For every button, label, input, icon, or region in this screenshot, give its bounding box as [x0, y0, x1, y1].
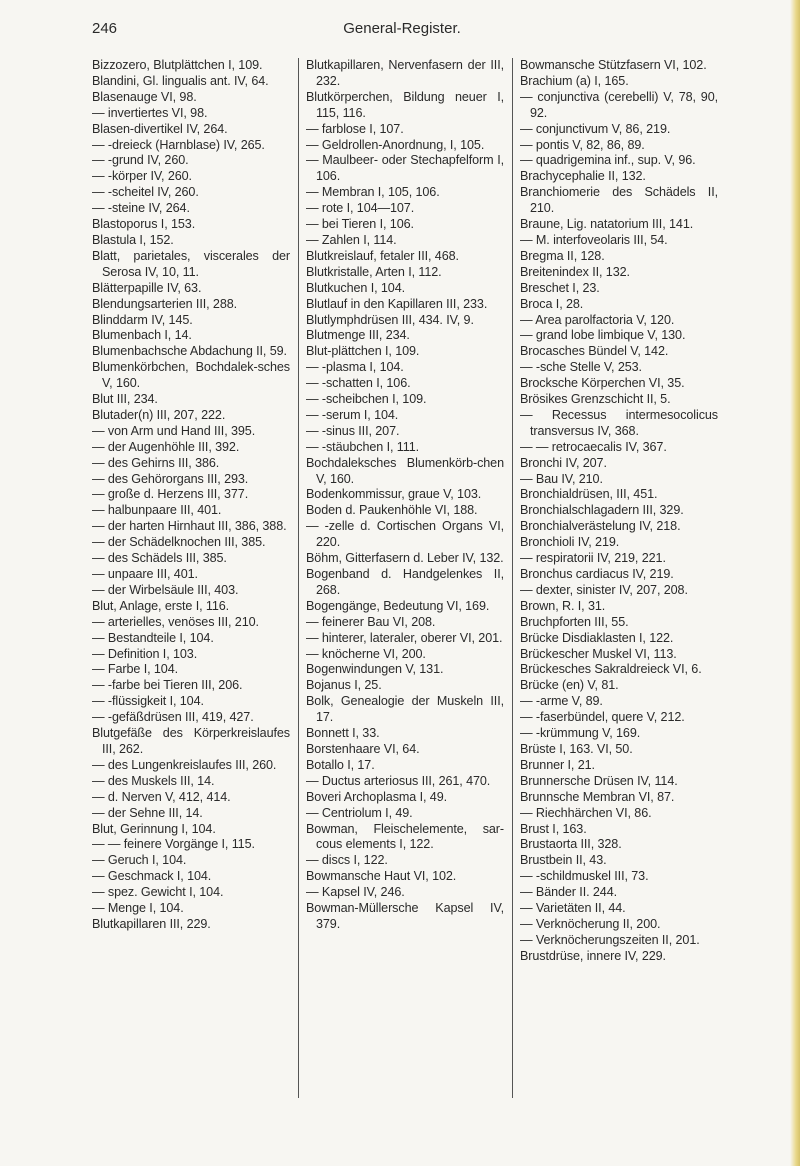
index-entry: — des Gehirns III, 386. [92, 455, 220, 470]
index-entry: Branchiomerie des Schädels II, 210. [520, 185, 718, 216]
index-entry: Blut III, 234. [92, 392, 158, 407]
index-entry: Blut-plättchen I, 109. [306, 344, 420, 359]
index-entry: Blutkapillaren III, 229. [92, 916, 211, 931]
index-entry: — der Sehne III, 14. [92, 805, 203, 820]
index-entry: Brückesches Sakraldreieck VI, 6. [520, 662, 702, 677]
index-entry: Boveri Archoplasma I, 49. [306, 789, 447, 804]
index-entry: — Geruch I, 104. [92, 853, 187, 868]
index-entry: — Farbe I, 104. [92, 662, 178, 677]
index-entry: Breschet I, 23. [520, 280, 600, 295]
index-entry: — der Augenhöhle III, 392. [92, 439, 240, 454]
index-entry: — — retrocaecalis IV, 367. [520, 439, 667, 454]
index-entry: — -scheitel IV, 260. [92, 185, 199, 200]
index-entry: Blumenkörbchen, Bochdalek-sches V, 160. [92, 360, 290, 391]
index-entry: Blutlymphdrüsen III, 434. IV, 9. [306, 312, 474, 327]
index-entry: Brunnsche Membran VI, 87. [520, 789, 675, 804]
index-entry: Blasenauge VI, 98. [92, 89, 197, 104]
index-entry: — Membran I, 105, 106. [306, 185, 440, 200]
index-entry: Blut, Anlage, erste I, 116. [92, 598, 230, 613]
index-entry: Bizzozero, Blutplättchen I, 109. [92, 58, 263, 72]
index-entry: Brustbein II, 43. [520, 853, 607, 868]
index-entry: — -serum I, 104. [306, 407, 399, 422]
index-entry: Bolk, Genealogie der Muskeln III, 17. [306, 694, 504, 725]
column-divider [512, 58, 513, 1098]
index-entry: — -körper IV, 260. [92, 169, 192, 184]
index-entry: — des Gehörorgans III, 293. [92, 471, 249, 486]
index-entry: — Ductus arteriosus III, 261, 470. [306, 773, 491, 788]
index-entry: — conjunctivum V, 86, 219. [520, 121, 671, 136]
index-entry: — große d. Herzens III, 377. [92, 487, 249, 502]
index-entry: — -farbe bei Tieren III, 206. [92, 678, 243, 693]
index-entry: Blutlauf in den Kapillaren III, 233. [306, 296, 488, 311]
index-entry: — M. interfoveolaris III, 54. [520, 232, 668, 247]
index-entry: — hinterer, lateraler, oberer VI, 201. [306, 630, 503, 645]
index-entry: Bochdaleksches Blumenkörb-chen V, 160. [306, 455, 504, 486]
index-entry: — respiratorii IV, 219, 221. [520, 551, 666, 566]
index-entry: Brösikes Grenzschicht II, 5. [520, 392, 671, 407]
index-entry: Blumenbachsche Abdachung II, 59. [92, 344, 287, 359]
index-entry: — -plasma I, 104. [306, 360, 404, 375]
index-entry: — -sinus III, 207. [306, 423, 400, 438]
index-entry: — — feinere Vorgänge I, 115. [92, 837, 255, 852]
index-entry: — knöcherne VI, 200. [306, 646, 426, 661]
index-entry: Blinddarm IV, 145. [92, 312, 193, 327]
index-entry: — pontis V, 82, 86, 89. [520, 137, 645, 152]
index-entry: Brücke Disdiaklasten I, 122. [520, 630, 674, 645]
index-entry: — des Muskels III, 14. [92, 773, 215, 788]
index-entry: — unpaare III, 401. [92, 567, 198, 581]
index-entry: Blätterpapille IV, 63. [92, 280, 202, 295]
index-entry: — -gefäßdrüsen III, 419, 427. [92, 710, 254, 725]
index-entry: — feinerer Bau VI, 208. [306, 614, 436, 629]
index-entry: — Bänder II. 244. [520, 885, 618, 900]
index-entry: Brachium (a) I, 165. [520, 73, 629, 88]
index-entry: — conjunctiva (cerebelli) V, 78, 90, 92. [520, 89, 718, 120]
index-entry: Bronchioli IV, 219. [520, 535, 620, 550]
index-entry: — quadrigemina inf., sup. V, 96. [520, 153, 696, 168]
index-entry: — Kapsel IV, 246. [306, 885, 405, 900]
index-entry: Bojanus I, 25. [306, 678, 382, 693]
index-entry: Broca I, 28. [520, 296, 584, 311]
index-entry: Braune, Lig. natatorium III, 141. [520, 217, 694, 232]
index-entry: — Geschmack I, 104. [92, 869, 212, 884]
index-entry: Bronchialschlagadern III, 329. [520, 503, 684, 518]
index-entry: Borstenhaare VI, 64. [306, 741, 420, 756]
index-entry: — bei Tieren I, 106. [306, 217, 414, 232]
index-entry: Bodenkommissur, graue V, 103. [306, 487, 482, 502]
index-entry: Blendungsarterien III, 288. [92, 296, 238, 311]
index-entry: — Zahlen I, 114. [306, 232, 397, 247]
index-entry: Bronchus cardiacus IV, 219. [520, 567, 674, 581]
index-entry: Bogenwindungen V, 131. [306, 662, 444, 677]
index-entry: Brückescher Muskel VI, 113. [520, 646, 677, 661]
index-entry: Böhm, Gitterfasern d. Leber IV, 132. [306, 551, 504, 566]
index-entry: Botallo I, 17. [306, 757, 375, 772]
index-entry: — Bestandteile I, 104. [92, 630, 214, 645]
index-entry: Brust I, 163. [520, 821, 587, 836]
index-entry: — -zelle d. Cortischen Organs VI, 220. [306, 519, 504, 550]
column-divider [298, 58, 299, 1098]
index-entry: Bregma II, 128. [520, 248, 605, 263]
index-entry: Brustdrüse, innere IV, 229. [520, 948, 666, 963]
index-entry: Blutkuchen I, 104. [306, 280, 406, 295]
index-entry: — invertiertes VI, 98. [92, 105, 208, 120]
index-entry: Brunnersche Drüsen IV, 114. [520, 773, 678, 788]
index-entry: Brown, R. I, 31. [520, 598, 606, 613]
index-entry: — -krümmung V, 169. [520, 726, 641, 741]
index-entry: Blastoporus I, 153. [92, 217, 196, 232]
index-entry: Blatt, parietales, viscerales der Serosa IV, 10, 11. [92, 248, 290, 279]
index-entry: — Bau IV, 210. [520, 471, 603, 486]
index-entry: Bronchialverästelung IV, 218. [520, 519, 681, 534]
index-entry: — discs I, 122. [306, 853, 388, 868]
index-entry: Blutkreislauf, fetaler III, 468. [306, 248, 459, 263]
index-entry: Blutgefäße des Körperkreislaufes III, 262. [92, 726, 290, 756]
index-entry: Breitenindex II, 132. [520, 264, 630, 279]
index-entry: Brocksche Körperchen VI, 35. [520, 376, 685, 391]
index-entry: Bonnett I, 33. [306, 726, 380, 741]
index-entry: — -flüssigkeit I, 104. [92, 694, 204, 709]
index-entry: Blutkristalle, Arten I, 112. [306, 264, 442, 279]
index-entry: — Centriolum I, 49. [306, 805, 413, 820]
running-title: General-Register. [343, 20, 461, 37]
index-entry: Blutader(n) III, 207, 222. [92, 407, 226, 422]
index-entry: — -dreieck (Harnblase) IV, 265. [92, 137, 265, 152]
index-entry: Blasen-divertikel IV, 264. [92, 121, 228, 136]
index-entry: Bruchpforten III, 55. [520, 614, 629, 629]
index-entry: — Varietäten II, 44. [520, 901, 626, 916]
index-entry: Bowman, Fleischelemente, sar-cous elements I, 122. [306, 821, 504, 852]
index-entry: — -scheibchen I, 109. [306, 392, 427, 407]
index-entry: Bowman-Müllersche Kapsel IV, 379. [306, 901, 504, 931]
index-entry: — d. Nerven V, 412, 414. [92, 789, 231, 804]
index-entry: — -schatten I, 106. [306, 376, 411, 391]
index-entry: Brüste I, 163. VI, 50. [520, 741, 633, 756]
index-entry: — Maulbeer- oder Stechapfelform I, 106. [306, 153, 504, 184]
index-entry: Bowmansche Haut VI, 102. [306, 869, 457, 884]
index-column-2 [306, 58, 504, 1098]
index-entry: — -sche Stelle V, 253. [520, 360, 642, 375]
index-entry: — -grund IV, 260. [92, 153, 189, 168]
index-entry: — Menge I, 104. [92, 901, 184, 916]
index-entry: Brustaorta III, 328. [520, 837, 622, 852]
page-number: 246 [92, 20, 118, 37]
index-entry: — arterielles, venöses III, 210. [92, 614, 259, 629]
index-entry: — halbunpaare III, 401. [92, 503, 222, 518]
index-entry: — -steine IV, 264. [92, 201, 190, 216]
index-entry: — -schildmuskel III, 73. [520, 869, 649, 884]
index-entry: — Geldrollen-Anordnung, I, 105. [306, 137, 485, 152]
index-entry: Brachycephalie II, 132. [520, 169, 646, 184]
index-entry: — Verknöcherung II, 200. [520, 916, 661, 931]
index-entry: Blutkapillaren, Nervenfasern der III, 232. [306, 58, 504, 88]
index-entry: Blutmenge III, 234. [306, 328, 410, 343]
index-entry: Bronchialdrüsen, III, 451. [520, 487, 658, 502]
page-header [92, 18, 712, 44]
page-edge [790, 0, 800, 1166]
index-entry: Blandini, Gl. lingualis ant. IV, 64. [92, 73, 269, 88]
index-entry: Bogenband d. Handgelenkes II, 268. [306, 567, 504, 597]
index-entry: — des Lungenkreislaufes III, 260. [92, 757, 277, 772]
index-entry: — -arme V, 89. [520, 694, 603, 709]
index-entry: — -faserbündel, quere V, 212. [520, 710, 685, 725]
index-entry: — der harten Hirnhaut III, 386, 388. [92, 519, 287, 534]
index-entry: — Area parolfactoria V, 120. [520, 312, 675, 327]
index-entry: Blastula I, 152. [92, 232, 174, 247]
index-entry: — farblose I, 107. [306, 121, 404, 136]
index-entry: Blutkörperchen, Bildung neuer I, 115, 116. [306, 89, 504, 120]
index-entry: Blumenbach I, 14. [92, 328, 192, 343]
index-entry: — von Arm und Hand III, 395. [92, 423, 256, 438]
index-entry: Brücke (en) V, 81. [520, 678, 619, 693]
index-entry: — der Wirbelsäule III, 403. [92, 582, 239, 597]
index-entry: Bowmansche Stützfasern VI, 102. [520, 58, 707, 72]
index-entry: — grand lobe limbique V, 130. [520, 328, 686, 343]
index-entry: — Definition I, 103. [92, 646, 198, 661]
index-entry: — dexter, sinister IV, 207, 208. [520, 582, 688, 597]
index-columns [92, 58, 716, 1098]
index-entry: — -stäubchen I, 111. [306, 439, 420, 454]
index-entry: — Recessus intermesocolicus transversus IV, 368. [520, 407, 718, 438]
index-entry: Bronchi IV, 207. [520, 455, 607, 470]
index-entry: — rote I, 104—107. [306, 201, 415, 216]
index-entry: Boden d. Paukenhöhle VI, 188. [306, 503, 478, 518]
index-entry: — spez. Gewicht I, 104. [92, 885, 224, 900]
index-entry: — Verknöcherungszeiten II, 201. [520, 932, 700, 947]
index-column-3 [520, 58, 718, 1098]
index-entry: — des Schädels III, 385. [92, 551, 227, 566]
index-entry: — Riechhärchen VI, 86. [520, 805, 652, 820]
index-entry: Blut, Gerinnung I, 104. [92, 821, 216, 836]
index-entry: Bogengänge, Bedeutung VI, 169. [306, 598, 490, 613]
index-entry: Brocasches Bündel V, 142. [520, 344, 669, 359]
index-entry: — der Schädelknochen III, 385. [92, 535, 266, 550]
index-entry: Brunner I, 21. [520, 757, 595, 772]
index-column-1 [92, 58, 290, 1098]
